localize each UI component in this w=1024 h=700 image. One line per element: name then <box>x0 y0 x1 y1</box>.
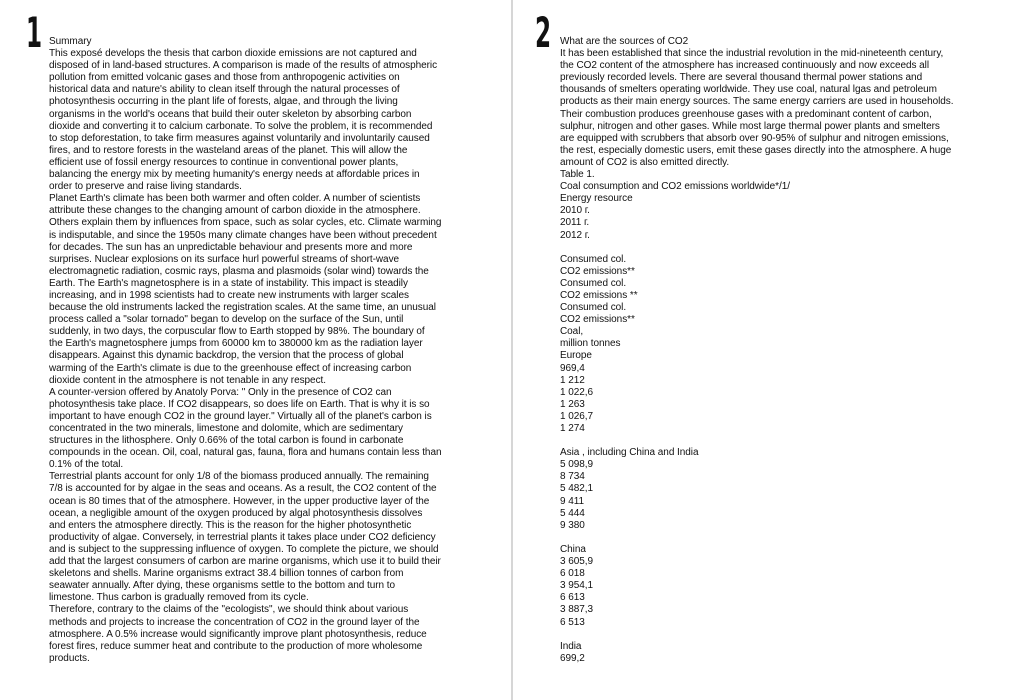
text-line: 2012 г. <box>560 229 590 241</box>
text-line: 699,2 <box>560 652 585 664</box>
page-number: 1 <box>26 8 43 57</box>
text-line: the CO2 content of the atmosphere has increased continuously and now exceeds all <box>560 60 930 72</box>
text-line: 5 098,9 <box>560 459 594 471</box>
text-line: important to have enough CO2 in the ground layer." Virtually all of the planet's carbon is <box>49 410 432 422</box>
text-line: 7/8 is accounted for by algae in the seas and oceans. As a result, the CO2 content of the <box>49 483 437 495</box>
text-line: ocean is 80 times that of the atmosphere. However, in the upper productive layer of the <box>49 495 430 507</box>
text-line: 1 274 <box>560 423 585 434</box>
text-line: the Earth's magnetosphere jumps from 60000 km to 380000 km as the radiation layer <box>49 338 423 350</box>
text-line: and is subject to the suppressing influence of oxygen. To complete the picture, we should <box>49 543 439 555</box>
text-line: Earth. The Earth's magnetosphere is in a state of instability. This impact is steadily <box>49 277 408 289</box>
text-line: Asia , including China and India <box>560 447 699 459</box>
text-line: and enters the atmosphere directly. This is the reason for the higher photosynthetic <box>49 519 412 531</box>
text-line: electromagnetic radiation, cosmic rays, plasma and plasmoids (solar wind) towards the <box>49 265 429 277</box>
text-line: Others explain them by influences from space, such as solar cycles, etc. Climate warming <box>49 217 442 229</box>
text-line: 3 605,9 <box>560 556 594 568</box>
text-line: because the old instruments lacked the registration scales. At the same time, an unusual <box>49 302 436 314</box>
text-line: 1 212 <box>560 374 585 386</box>
text-line: fires, and to restore forests in the wasteland areas of the planet. This will allow the <box>49 144 408 156</box>
text-line: forest fires, reduce summer heat and contribute to the production of more wholesome <box>49 640 423 652</box>
text-line: 969,4 <box>560 362 585 374</box>
text-line: Summary <box>49 36 92 47</box>
text-line: Energy resource <box>560 193 633 205</box>
text-line: CO2 emissions ** <box>560 289 638 301</box>
text-line: 9 380 <box>560 519 585 531</box>
text-line: India <box>560 640 582 652</box>
text-line: atmosphere. A 0.5% increase would significantly improve plant photosynthesis, reduce <box>49 628 427 640</box>
text-line: organisms in the world's oceans that build their outer skeleton by absorbing carbon <box>49 108 412 120</box>
text-line: thousands of smelters operating worldwide. They use coal, natural lgas and petroleum <box>560 84 937 96</box>
text-line: Consumed col. <box>560 253 627 265</box>
text-line: historical data and nature's ability to clean itself through the natural processes of <box>49 84 400 96</box>
text-line: Europe <box>560 350 592 362</box>
text-line: disposed of in land-based structures. A comparison is made of the results of atmospheric <box>49 60 438 72</box>
text-line: 8 734 <box>560 471 585 483</box>
text-line: photosynthesis take place. If CO2 disappears, so does life on Earth. That is why it is so <box>49 398 430 410</box>
text-line: Therefore, contrary to the claims of the "ecologists", we should think about various <box>49 604 409 616</box>
text-line: pollution from emitted volcanic gases and those from anthropogenic activities on <box>49 72 400 84</box>
text-line: are equipped with scrubbers that absorb over 90-95% of sulphur and nitrogen emissions, <box>560 132 949 144</box>
right-page <box>513 0 1024 700</box>
text-line: Consumed col. <box>560 277 627 289</box>
text-line: Terrestrial plants account for only 1/8 of the biomass produced annually. The remaining <box>49 471 429 483</box>
text-line: million tonnes <box>560 338 621 350</box>
text-line: 1 022,6 <box>560 386 594 398</box>
text-line: ocean, a negligible amount of the oxygen produced by algal photosynthesis dissolves <box>49 507 423 519</box>
text-line: 5 482,1 <box>560 483 594 495</box>
text-line: Consumed col. <box>560 302 627 314</box>
text-line: This exposé develops the thesis that carbon dioxide emissions are not captured and <box>49 48 417 60</box>
text-line: warming of the Earth's climate is due to the greenhouse effect of increasing carbon <box>49 362 412 374</box>
text-line: balancing the energy mix by meeting humanity's energy needs at affordable prices in <box>49 169 420 181</box>
text-line: CO2 emissions** <box>560 265 635 277</box>
text-line: previously recorded levels. There are several thousand thermal power stations and <box>560 72 923 84</box>
text-line: to stop deforestation, to take firm measures against voluntarily and involuntarily caused <box>49 132 430 144</box>
text-line: 2010 г. <box>560 205 590 217</box>
page-number: 2 <box>535 8 552 57</box>
text-line: 5 444 <box>560 507 585 519</box>
text-line: 1 263 <box>560 398 585 410</box>
text-line: process called a "solar tornado" began to develop on the surface of the Sun, until <box>49 314 404 326</box>
text-line: China <box>560 543 586 555</box>
text-line: surprises. Nuclear explosions on its surface hurl powerful streams of short-wave <box>49 253 400 265</box>
text-line: dioxide and converting it to calcium carbonate. To solve the problem, it is recommended <box>49 120 433 132</box>
text-line: products as their main energy sources. The same energy carriers are used in households. <box>560 96 954 108</box>
text-line: 6 613 <box>560 592 585 604</box>
text-line: Coal, <box>560 326 584 338</box>
co2-sources-text-body <box>560 36 980 665</box>
text-line <box>560 629 980 641</box>
text-line: productivity of algae. Conversely, in terrestrial plants it takes place under CO2 deficiency <box>49 531 436 543</box>
text-line: attribute these changes to the changing amount of carbon dioxide in the atmosphere. <box>49 205 421 217</box>
text-line: dioxide content in the atmosphere is not tenable in any respect. <box>49 374 326 386</box>
text-line: structures in the lithosphere. Only 0.66% of the total carbon is found in carbonate <box>49 435 404 447</box>
text-line: amount of CO2 is also emitted directly. <box>560 156 730 168</box>
text-line: What are the sources of CO2 <box>560 36 689 47</box>
text-line: 1 026,7 <box>560 410 594 422</box>
text-line <box>560 435 980 447</box>
text-line: the rest, especially domestic users, emit these gases directly into the atmosphere. A huge <box>560 144 952 156</box>
text-line: 0.1% of the total. <box>49 459 124 471</box>
text-line: A counter-version offered by Anatoly Porva: " Only in the presence of CO2 can <box>49 386 392 398</box>
text-line: methods and projects to increase the concentration of CO2 in the ground layer of the <box>49 616 420 628</box>
text-line: for decades. The sun has an unpredictable behaviour and presents more and more <box>49 241 413 253</box>
text-line: 3 954,1 <box>560 580 594 592</box>
text-line: 2011 г. <box>560 217 590 229</box>
text-line: disappears. Against this dynamic backdrop, the version that the process of global <box>49 350 404 362</box>
text-line: 3 887,3 <box>560 604 594 616</box>
text-line: is indisputable, and since the 1950s many climate changes have been without precedent <box>49 229 437 241</box>
text-line: suddenly, in two days, the corpuscular flow to Earth stopped by 98%. The boundary of <box>49 326 425 338</box>
text-line: efficient use of fossil energy resources to continue in conventional power plants, <box>49 156 399 168</box>
text-line: concentrated in the two minerals, limestone and dolomite, which are sedimentary <box>49 423 404 434</box>
text-line: 6 018 <box>560 568 585 580</box>
text-line: seawater annually. After dying, these organisms settle to the bottom and turn to <box>49 580 396 592</box>
text-line: sulphur, nitrogen and other gases. While most large thermal power plants and smelters <box>560 120 940 132</box>
text-line: skeletons and shells. Marine organisms extract 38.4 billion tonnes of carbon from <box>49 568 404 580</box>
text-line: Their combustion produces greenhouse gases with a predominant content of carbon, <box>560 108 932 120</box>
text-line: compounds in the ocean. Oil, coal, natural gas, fauna, flora and humans contain less than <box>49 447 442 459</box>
text-line <box>560 242 980 254</box>
text-line: CO2 emissions** <box>560 314 635 326</box>
text-line: photosynthesis occurring in the plant life of forests, algae, and through the living <box>49 96 398 108</box>
text-line <box>560 532 980 544</box>
text-line: 6 513 <box>560 616 585 628</box>
text-line: Planet Earth's climate has been both warmer and often colder. A number of scientists <box>49 193 421 205</box>
summary-text-body <box>49 36 465 665</box>
text-line: products. <box>49 652 90 664</box>
text-line: Coal consumption and CO2 emissions worldwide*/1/ <box>560 181 790 193</box>
text-line: Table 1. <box>560 169 595 181</box>
text-line: It has been established that since the industrial revolution in the mid-nineteenth century, <box>560 48 944 60</box>
text-line: order to preserve and raise living standards. <box>49 181 242 193</box>
text-line: limestone. Thus carbon is gradually removed from its cycle. <box>49 592 309 604</box>
text-line: increasing, and in 1998 scientists had to create new instruments with larger scales <box>49 289 409 301</box>
text-line: 9 411 <box>560 495 585 507</box>
text-line: add that the largest consumers of carbon are marine organisms, which use it to build their <box>49 556 441 568</box>
